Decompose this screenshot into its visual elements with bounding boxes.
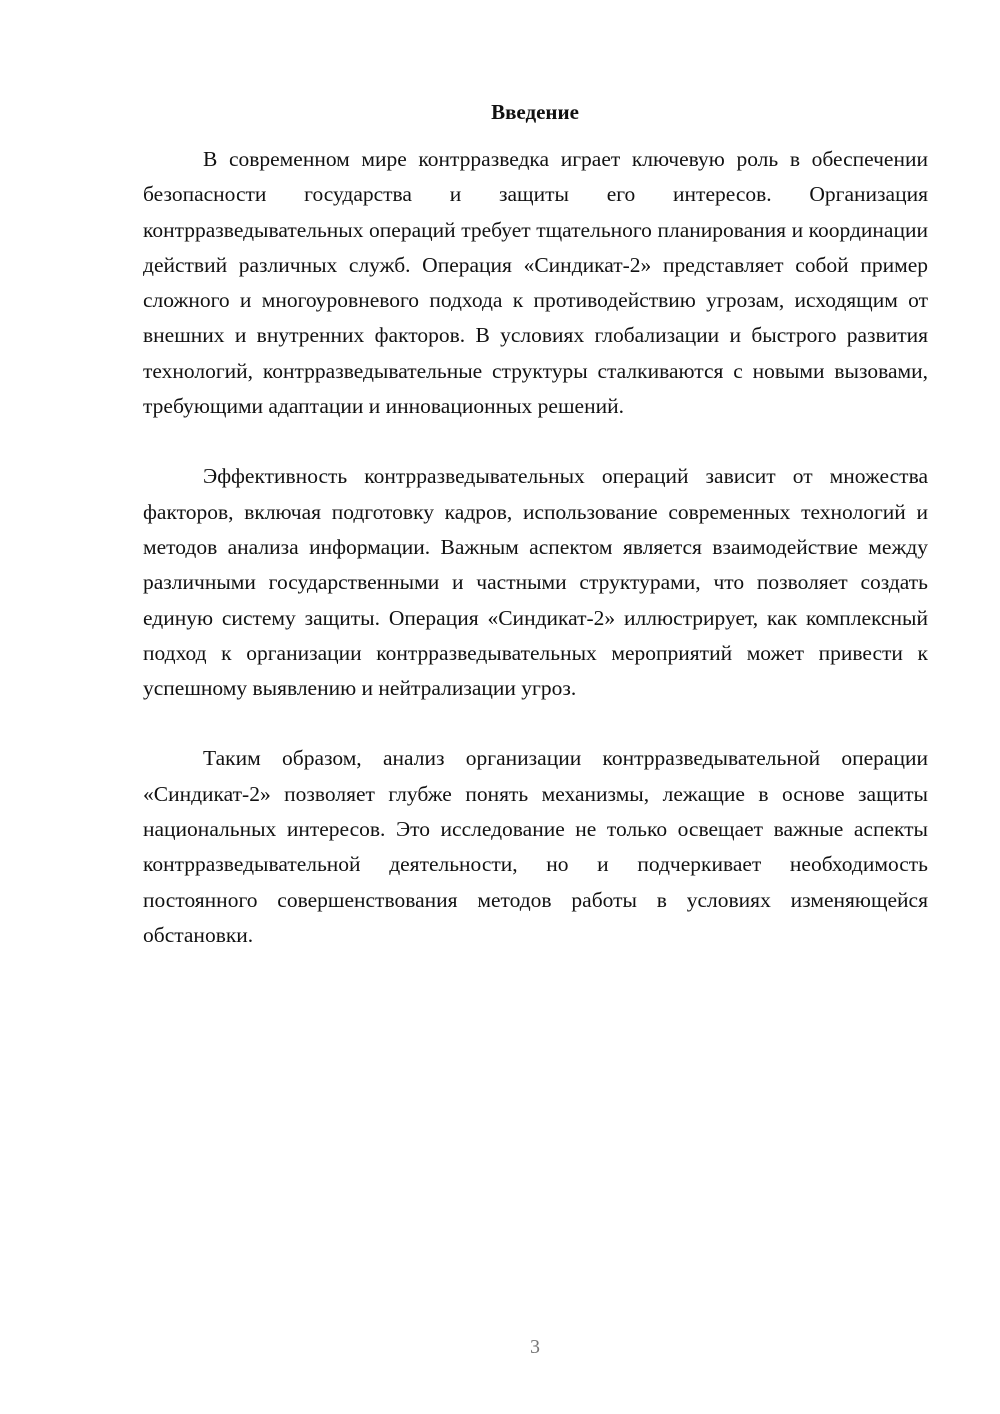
paragraph-2: Эффективность контрразведывательных операций зависит от множества факторов, включая подготовку кадров, использование современных технологий и методов анализа информации. Важным аспектом является взаимодействие между различными государственными и частными структурами, что позволяет создать единую систему защиты. Операция «Синдикат-2» иллюстрирует, как комплексный подход к организации контрразведывательных мероприятий может привести к успешному выявлению и нейтрализации угроз. (143, 464, 928, 701)
section-title: Введение (491, 100, 579, 124)
paragraph-1: В современном мире контрразведка играет ключевую роль в обеспечении безопасности государства и защиты его интересов. Организация контрразведывательных операций требует тщательного планирования и координации действий различных служб. Операция «Синдикат-2» представляет собой пример сложного и многоуровневого подхода к противодействию угрозам, исходящим от внешних и внутренних факторов. В условиях глобализации и быстрого развития технологий, контрразведывательные структуры сталкиваются с новыми вызовами, требующими адаптации и инновационных решений. (143, 147, 928, 419)
page-number: 3 (530, 1336, 540, 1358)
paragraph-3: Таким образом, анализ организации контрразведывательной операции «Синдикат-2» позволяет глубже понять механизмы, лежащие в основе защиты национальных интересов. Это исследование не только освещает важные аспекты контрразведывательной деятельности, но и подчеркивает необходимость постоянного совершенствования методов работы в условиях изменяющейся обстановки. (143, 746, 928, 947)
body-text (143, 142, 928, 988)
